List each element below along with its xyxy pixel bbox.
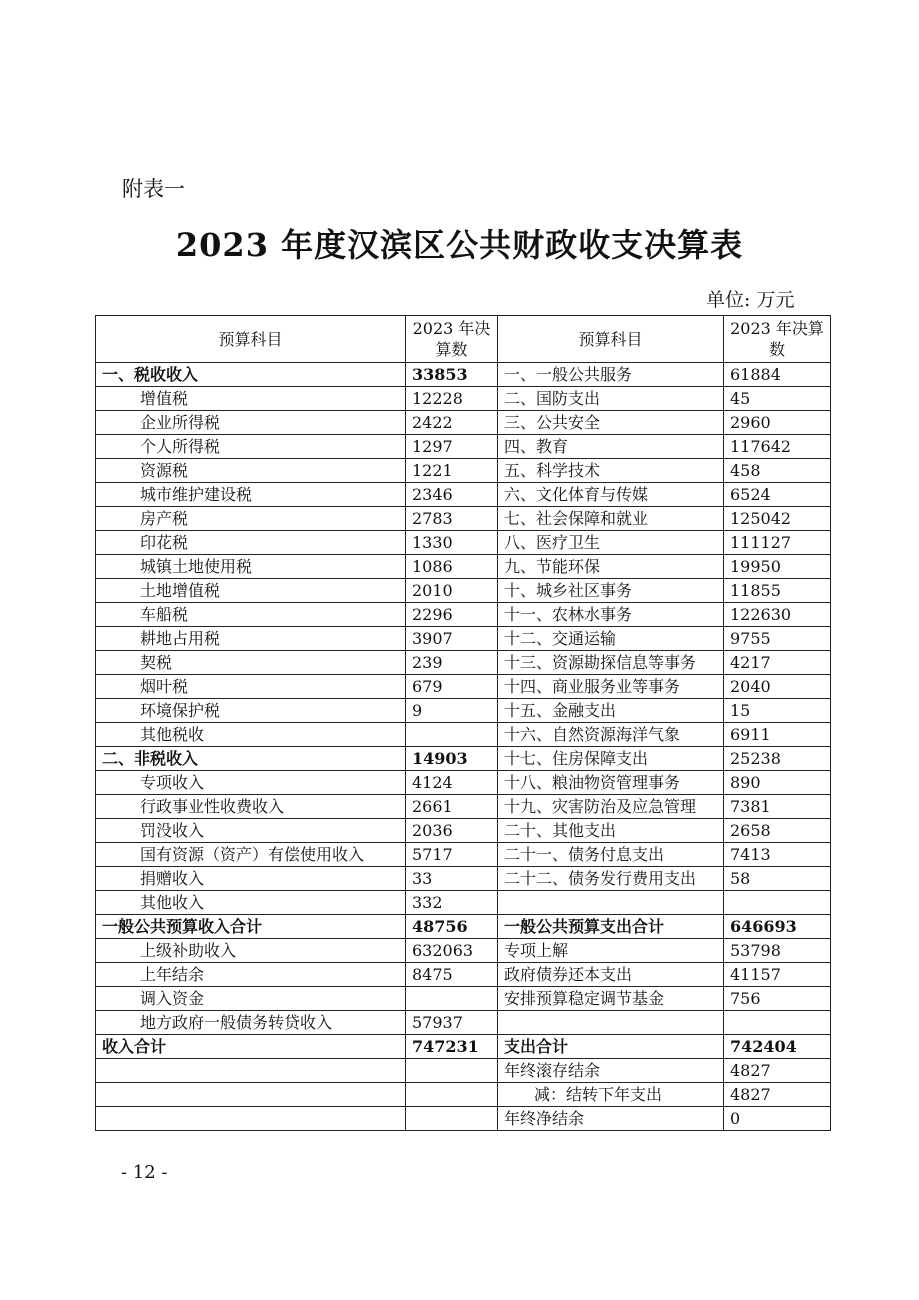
expense-item-cell: [498, 1011, 724, 1035]
appendix-label: 附表一: [122, 177, 185, 201]
expense-item-cell: 八、医疗卫生: [498, 531, 724, 555]
expense-amount-cell: 11855: [724, 579, 831, 603]
income-item-cell: 上级补助收入: [96, 939, 406, 963]
income-amount-cell: 747231: [406, 1035, 498, 1059]
expense-amount-cell: 4827: [724, 1059, 831, 1083]
income-item-cell: 企业所得税: [96, 411, 406, 435]
expense-item-cell: 二十一、债务付息支出: [498, 843, 724, 867]
table-row: [96, 555, 831, 579]
income-item-cell: 契税: [96, 651, 406, 675]
expense-item-cell: 专项上解: [498, 939, 724, 963]
expense-item-cell: 年终净结余: [498, 1107, 724, 1131]
income-amount-cell: 2422: [406, 411, 498, 435]
income-amount-cell: 48756: [406, 915, 498, 939]
income-item-cell: 地方政府一般债务转贷收入: [96, 1011, 406, 1035]
expense-item-cell: 十三、资源勘探信息等事务: [498, 651, 724, 675]
table-row: [96, 867, 831, 891]
budget-table: [95, 315, 831, 1131]
income-amount-cell: 679: [406, 675, 498, 699]
expense-item-cell: 三、公共安全: [498, 411, 724, 435]
expense-amount-cell: 122630: [724, 603, 831, 627]
expense-item-cell: 五、科学技术: [498, 459, 724, 483]
expense-item-cell: 六、文化体育与传媒: [498, 483, 724, 507]
expense-item-cell: 二十、其他支出: [498, 819, 724, 843]
income-amount-cell: 9: [406, 699, 498, 723]
income-item-cell: 环境保护税: [96, 699, 406, 723]
expense-amount-cell: 117642: [724, 435, 831, 459]
expense-item-cell: 十七、住房保障支出: [498, 747, 724, 771]
income-item-cell: 国有资源（资产）有偿使用收入: [96, 843, 406, 867]
expense-item-cell: 十、城乡社区事务: [498, 579, 724, 603]
page-number: - 12 -: [121, 1162, 168, 1183]
income-amount-cell: 33853: [406, 363, 498, 387]
expense-item-cell: 十六、自然资源海洋气象: [498, 723, 724, 747]
income-amount-cell: 4124: [406, 771, 498, 795]
expense-item-cell: 十二、交通运输: [498, 627, 724, 651]
income-amount-cell: 57937: [406, 1011, 498, 1035]
expense-amount-cell: 41157: [724, 963, 831, 987]
expense-amount-cell: 7381: [724, 795, 831, 819]
table-row: [96, 819, 831, 843]
table-row: [96, 627, 831, 651]
table-row: [96, 771, 831, 795]
income-amount-cell: 632063: [406, 939, 498, 963]
table-row: [96, 459, 831, 483]
table-row: [96, 579, 831, 603]
expense-item-cell: 十八、粮油物资管理事务: [498, 771, 724, 795]
income-item-cell: [96, 1107, 406, 1131]
expense-item-cell: 二十二、债务发行费用支出: [498, 867, 724, 891]
expense-item-cell: 七、社会保障和就业: [498, 507, 724, 531]
income-item-cell: 其他税收: [96, 723, 406, 747]
expense-amount-cell: [724, 1011, 831, 1035]
income-amount-cell: 12228: [406, 387, 498, 411]
income-item-cell: 耕地占用税: [96, 627, 406, 651]
table-row: [96, 699, 831, 723]
income-amount-cell: 1221: [406, 459, 498, 483]
income-item-cell: 烟叶税: [96, 675, 406, 699]
table-row: [96, 915, 831, 939]
expense-item-cell: 一般公共预算支出合计: [498, 915, 724, 939]
expense-amount-cell: 58: [724, 867, 831, 891]
expense-amount-cell: [724, 891, 831, 915]
income-item-cell: 罚没收入: [96, 819, 406, 843]
table-row: [96, 651, 831, 675]
income-item-cell: 上年结余: [96, 963, 406, 987]
expense-amount-cell: 125042: [724, 507, 831, 531]
expense-item-cell: 九、节能环保: [498, 555, 724, 579]
expense-amount-cell: 9755: [724, 627, 831, 651]
header-income-amount: 2023 年决算数: [406, 316, 498, 363]
expense-amount-cell: 4217: [724, 651, 831, 675]
table-row: [96, 507, 831, 531]
income-amount-cell: 2346: [406, 483, 498, 507]
table-body: [96, 363, 831, 1131]
income-amount-cell: 1330: [406, 531, 498, 555]
table-row: [96, 939, 831, 963]
table-row: [96, 1011, 831, 1035]
expense-amount-cell: 6524: [724, 483, 831, 507]
expense-amount-cell: 458: [724, 459, 831, 483]
expense-amount-cell: 2040: [724, 675, 831, 699]
income-amount-cell: [406, 723, 498, 747]
expense-amount-cell: 2960: [724, 411, 831, 435]
income-amount-cell: [406, 1059, 498, 1083]
income-item-cell: 车船税: [96, 603, 406, 627]
expense-item-cell: 减：结转下年支出: [498, 1083, 724, 1107]
expense-item-cell: 十一、农林水事务: [498, 603, 724, 627]
table-row: [96, 1059, 831, 1083]
table-row: [96, 387, 831, 411]
expense-item-cell: 支出合计: [498, 1035, 724, 1059]
expense-item-cell: 安排预算稳定调节基金: [498, 987, 724, 1011]
income-item-cell: 二、非税收入: [96, 747, 406, 771]
income-item-cell: 个人所得税: [96, 435, 406, 459]
expense-amount-cell: 4827: [724, 1083, 831, 1107]
income-amount-cell: 5717: [406, 843, 498, 867]
table-row: [96, 603, 831, 627]
income-amount-cell: 33: [406, 867, 498, 891]
income-item-cell: [96, 1059, 406, 1083]
table-header-row: [96, 316, 831, 363]
income-amount-cell: 2010: [406, 579, 498, 603]
income-amount-cell: [406, 1083, 498, 1107]
expense-item-cell: 二、国防支出: [498, 387, 724, 411]
table-row: [96, 531, 831, 555]
header-income-item: 预算科目: [96, 316, 406, 363]
table-row: [96, 1083, 831, 1107]
expense-item-cell: 年终滚存结余: [498, 1059, 724, 1083]
income-item-cell: 收入合计: [96, 1035, 406, 1059]
expense-amount-cell: 61884: [724, 363, 831, 387]
expense-amount-cell: 45: [724, 387, 831, 411]
income-amount-cell: 8475: [406, 963, 498, 987]
table-row: [96, 411, 831, 435]
expense-item-cell: 四、教育: [498, 435, 724, 459]
income-amount-cell: 2783: [406, 507, 498, 531]
income-item-cell: 增值税: [96, 387, 406, 411]
income-item-cell: 城市维护建设税: [96, 483, 406, 507]
expense-item-cell: 十五、金融支出: [498, 699, 724, 723]
income-item-cell: 房产税: [96, 507, 406, 531]
income-amount-cell: 239: [406, 651, 498, 675]
expense-amount-cell: 756: [724, 987, 831, 1011]
income-item-cell: 其他收入: [96, 891, 406, 915]
table-row: [96, 891, 831, 915]
table-row: [96, 843, 831, 867]
income-amount-cell: [406, 987, 498, 1011]
income-item-cell: 一般公共预算收入合计: [96, 915, 406, 939]
table-row: [96, 987, 831, 1011]
income-item-cell: 调入资金: [96, 987, 406, 1011]
income-item-cell: 一、税收收入: [96, 363, 406, 387]
expense-amount-cell: 53798: [724, 939, 831, 963]
table-row: [96, 675, 831, 699]
income-amount-cell: 2296: [406, 603, 498, 627]
income-amount-cell: 14903: [406, 747, 498, 771]
table-row: [96, 363, 831, 387]
income-item-cell: 土地增值税: [96, 579, 406, 603]
income-item-cell: 资源税: [96, 459, 406, 483]
expense-amount-cell: 742404: [724, 1035, 831, 1059]
table-row: [96, 747, 831, 771]
expense-amount-cell: 646693: [724, 915, 831, 939]
income-item-cell: 行政事业性收费收入: [96, 795, 406, 819]
table-row: [96, 795, 831, 819]
expense-amount-cell: 15: [724, 699, 831, 723]
header-expense-item: 预算科目: [498, 316, 724, 363]
income-amount-cell: 2661: [406, 795, 498, 819]
income-amount-cell: 1297: [406, 435, 498, 459]
table-row: [96, 963, 831, 987]
expense-amount-cell: 111127: [724, 531, 831, 555]
income-amount-cell: [406, 1107, 498, 1131]
expense-item-cell: 政府债券还本支出: [498, 963, 724, 987]
income-amount-cell: 2036: [406, 819, 498, 843]
table-row: [96, 483, 831, 507]
expense-amount-cell: 19950: [724, 555, 831, 579]
expense-item-cell: 十四、商业服务业等事务: [498, 675, 724, 699]
income-amount-cell: 1086: [406, 555, 498, 579]
expense-amount-cell: 0: [724, 1107, 831, 1131]
expense-amount-cell: 7413: [724, 843, 831, 867]
income-amount-cell: 3907: [406, 627, 498, 651]
expense-item-cell: 十九、灾害防治及应急管理: [498, 795, 724, 819]
income-amount-cell: 332: [406, 891, 498, 915]
income-item-cell: 捐赠收入: [96, 867, 406, 891]
expense-amount-cell: 6911: [724, 723, 831, 747]
expense-amount-cell: 2658: [724, 819, 831, 843]
page-title: 2023 年度汉滨区公共财政收支决算表: [175, 226, 744, 264]
income-item-cell: 城镇土地使用税: [96, 555, 406, 579]
expense-item-cell: 一、一般公共服务: [498, 363, 724, 387]
expense-amount-cell: 890: [724, 771, 831, 795]
header-expense-amount: 2023 年决算数: [724, 316, 831, 363]
table-row: [96, 1035, 831, 1059]
table-row: [96, 1107, 831, 1131]
unit-label: 单位: 万元: [706, 289, 795, 311]
income-item-cell: [96, 1083, 406, 1107]
income-item-cell: 专项收入: [96, 771, 406, 795]
expense-amount-cell: 25238: [724, 747, 831, 771]
table-row: [96, 435, 831, 459]
expense-item-cell: [498, 891, 724, 915]
income-item-cell: 印花税: [96, 531, 406, 555]
table-row: [96, 723, 831, 747]
